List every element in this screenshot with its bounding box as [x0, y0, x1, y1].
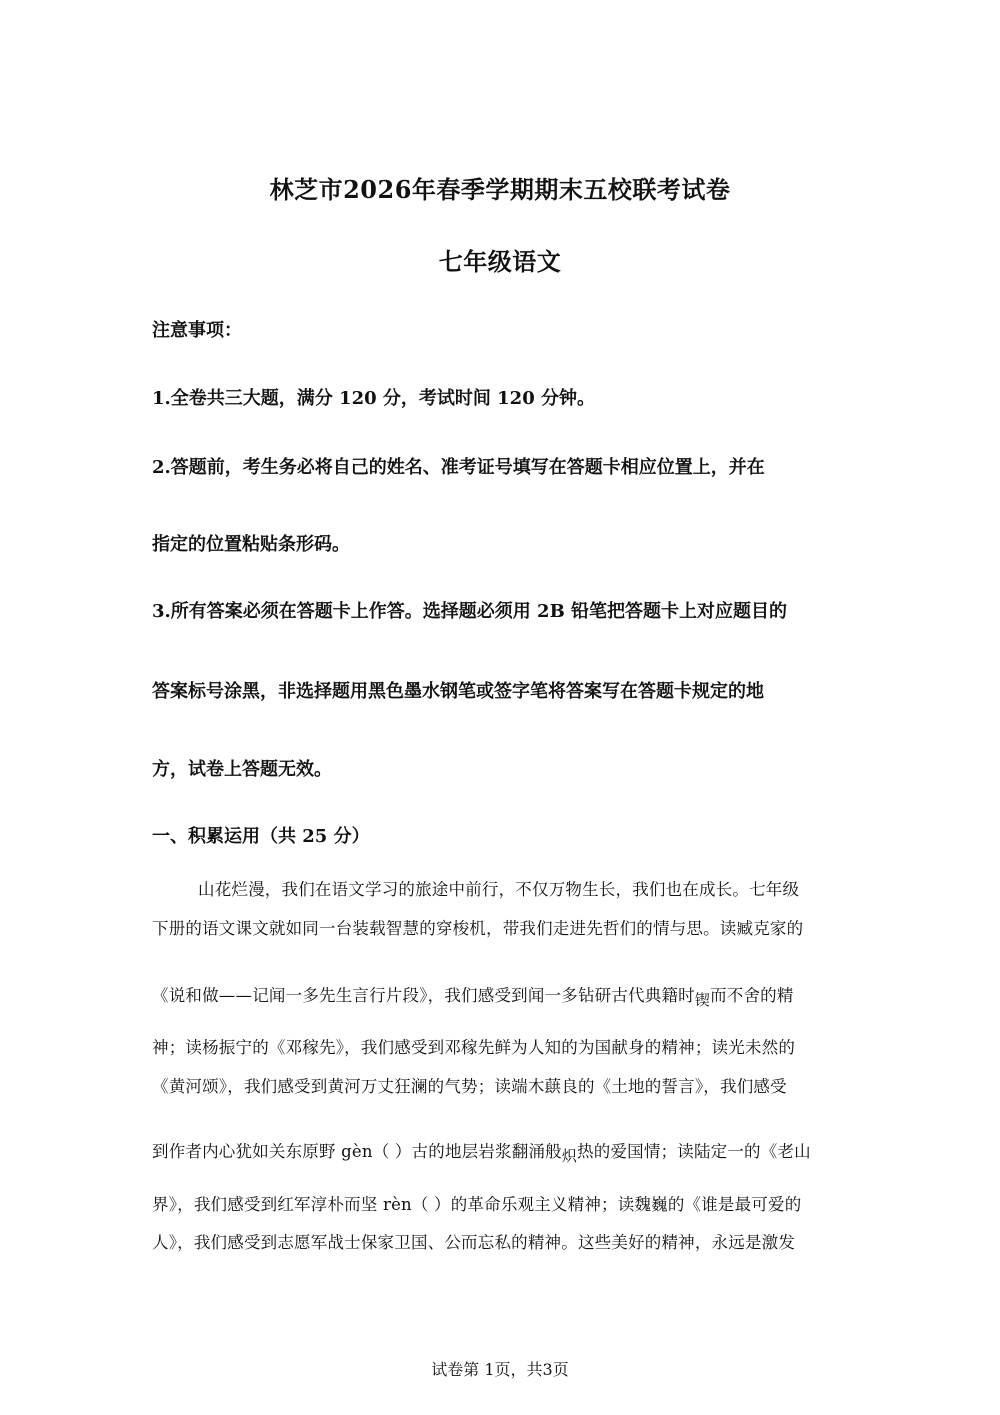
notice-line-6: 方，试卷上答题无效。 [152, 759, 332, 780]
notice-line-3: 指定的位置粘贴条形码。 [152, 534, 350, 555]
notice-line-1: 1.全卷共三大题，满分 120 分，考试时间 120 分钟。 [152, 388, 596, 409]
passage-line-1: 山花烂漫，我们在语文学习的旅途中前行，不仅万物生长，我们也在成长。七年级 [198, 880, 800, 899]
passage-line-6-part-a: 到作者内心犹如关东原野 gèn（ ）古的地层岩浆翻涌般 [152, 1142, 562, 1161]
notice-line-2: 2.答题前，考生务必将自己的姓名、准考证号填写在答题卡相应位置上，并在 [152, 457, 765, 478]
passage-line-3-part-a: 《说和做——记闻一多先生言行片段》，我们感受到闻一多钻研古代典籍时 [152, 986, 695, 1005]
passage-line-2: 下册的语文课文就如同一台装载智慧的穿梭机，带我们走进先哲们的情与思。读臧克家的 [152, 919, 804, 938]
passage-line-4: 神；读杨振宁的《邓稼先》，我们感受到邓稼先鲜为人知的为国献身的精神；读光未然的 [152, 1038, 796, 1057]
passage-line-5: 《黄河颂》，我们感受到黄河万丈狂澜的气势；读端木蕻良的《土地的誓言》，我们感受 [152, 1077, 787, 1096]
passage-line-6 [152, 1138, 852, 1165]
passage-line-3 [152, 982, 852, 1009]
passage-line-7: 界》，我们感受到红军淳朴而坚 rèn（ ）的革命乐观主义精神；读魏巍的《谁是最可爱的 [152, 1195, 802, 1214]
notice-heading: 注意事项： [152, 320, 242, 341]
passage-line-3-part-b: 而不舍的精 [710, 986, 794, 1005]
page-footer: 试卷第 1页，共3页 [431, 1360, 569, 1379]
char-zhi: 炽 [561, 1147, 578, 1165]
char-qie: 锲 [694, 991, 711, 1009]
passage-line-8: 人》，我们感受到志愿军战士保家卫国、公而忘私的精神。这些美好的精神，永远是激发 [152, 1233, 796, 1252]
section-heading: 一、积累运用（共 25 分） [152, 826, 370, 847]
notice-line-4: 3.所有答案必须在答题卡上作答。选择题必须用 2B 铅笔把答题卡上对应题目的 [152, 601, 788, 622]
notice-line-5: 答案标号涂黑，非选择题用黑色墨水钢笔或签字笔将答案写在答题卡规定的地 [152, 681, 764, 702]
exam-subtitle: 七年级语文 [438, 247, 562, 276]
exam-title: 林芝市2026年春季学期期末五校联考试卷 [269, 175, 731, 204]
passage-line-6-part-b: 热的爱国情；读陆定一的《老山 [577, 1142, 811, 1161]
